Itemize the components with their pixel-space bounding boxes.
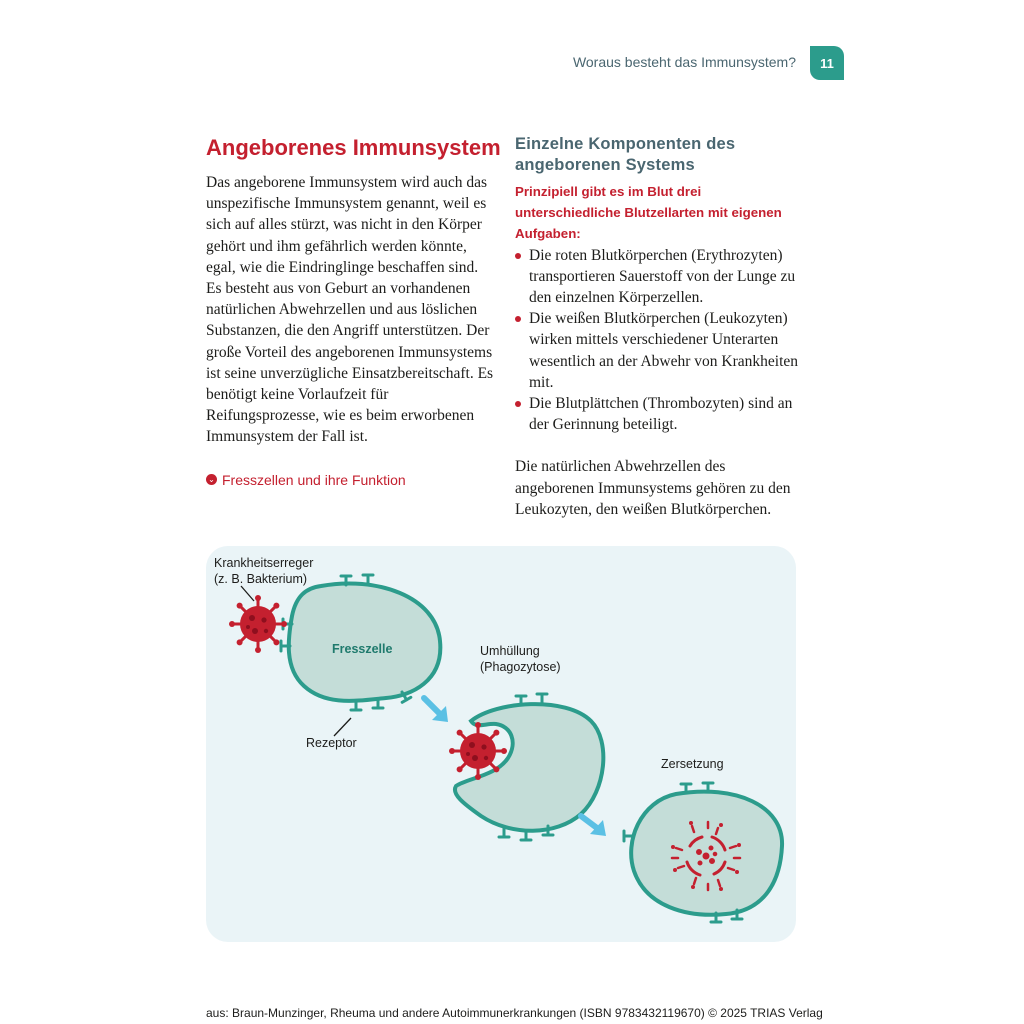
digest-label: Zersetzung: [661, 757, 724, 771]
phagocytosis-diagram: [206, 546, 796, 942]
engulf-label: Umhüllung: [480, 644, 540, 658]
phagocytosis-figure: [206, 546, 796, 942]
link-fresszellen[interactable]: [206, 472, 494, 488]
pathogen-label-sub: (z. B. Bakterium): [214, 572, 308, 586]
chevron-down-icon: ⌄: [206, 474, 217, 485]
arrow-right-down-icon: [424, 698, 448, 722]
source-footer: aus: Braun-Munzinger, Rheuma und andere Autoimmunerkrankungen (ISBN 9783432119670) © 2025 TRIAS Verlag: [206, 1006, 823, 1020]
pointer-line: [241, 586, 254, 601]
pathogen-label: Krankheitserreger: [214, 556, 314, 570]
pathogen-icon: [229, 595, 287, 653]
bullet-icon: [515, 401, 521, 407]
list-item: Die Blutplättchen (Thrombozyten) sind an der Gerinnung beteiligt.: [515, 393, 799, 435]
lead-sentence: Prinzipiell gibt es im Blut drei unterschiedliche Blutzellarten mit eigenen Aufgaben:: [515, 184, 782, 242]
list-item: Die weißen Blutkörperchen (Leukozyten) wirken mittels verschiedener Unterarten wesentlich an der Abwehr von Krankheiten mit.: [515, 308, 799, 393]
cell-label: Fresszelle: [332, 642, 393, 656]
engulf-label-sub: (Phagozytose): [480, 660, 561, 674]
digesting-cell: [624, 783, 782, 922]
section-title: Angeborenes Immunsystem: [206, 135, 501, 160]
running-title: Woraus besteht das Immunsystem?: [572, 54, 796, 70]
bullet-icon: [515, 253, 521, 259]
pointer-line: [334, 718, 351, 736]
receptor-label: Rezeptor: [306, 736, 357, 750]
body-paragraph: Das angeborene Immunsystem wird auch das unspezifische Immunsystem genannt, weil es sich auf alles stürzt, was nicht in den Körper gehört und ihm gefährlich werden könnte, egal, wie die Eindringlinge beschaffen sind. Es besteht aus von Geburt an vorhandenen natürlichen Abwehrzellen und aus löslichen Substanzen, die den Angriff unterstützen. Der große Vorteil des angeborenen Immunsystems ist seine unverzügliche Einsatzbereitschaft. Es benötigt keine Vorlaufzeit für Reifungsprozesse, wie es beim erworbenen Immunsystem der Fall ist.: [206, 174, 494, 446]
page-number-badge: 11: [810, 46, 844, 80]
link-label: Fresszellen und ihre Funktion: [222, 471, 406, 488]
bullet-icon: [515, 316, 521, 322]
list-item: Die roten Blutkörperchen (Erythrozyten) transportieren Sauerstoff von der Lunge zu den einzelnen Körperzellen.: [515, 245, 799, 309]
subheading: Einzelne Komponenten des angeborenen Systems: [515, 135, 736, 174]
right-column: [515, 134, 799, 520]
closing-paragraph: Die natürlichen Abwehrzellen des angeborenen Immunsystems gehören zu den Leukozyten, den weißen Blutkörperchen.: [515, 458, 791, 518]
pathogen-icon: [449, 722, 507, 780]
arrow-right-down-icon: [581, 816, 606, 836]
left-column: [206, 134, 501, 488]
bullet-list: [515, 245, 799, 436]
